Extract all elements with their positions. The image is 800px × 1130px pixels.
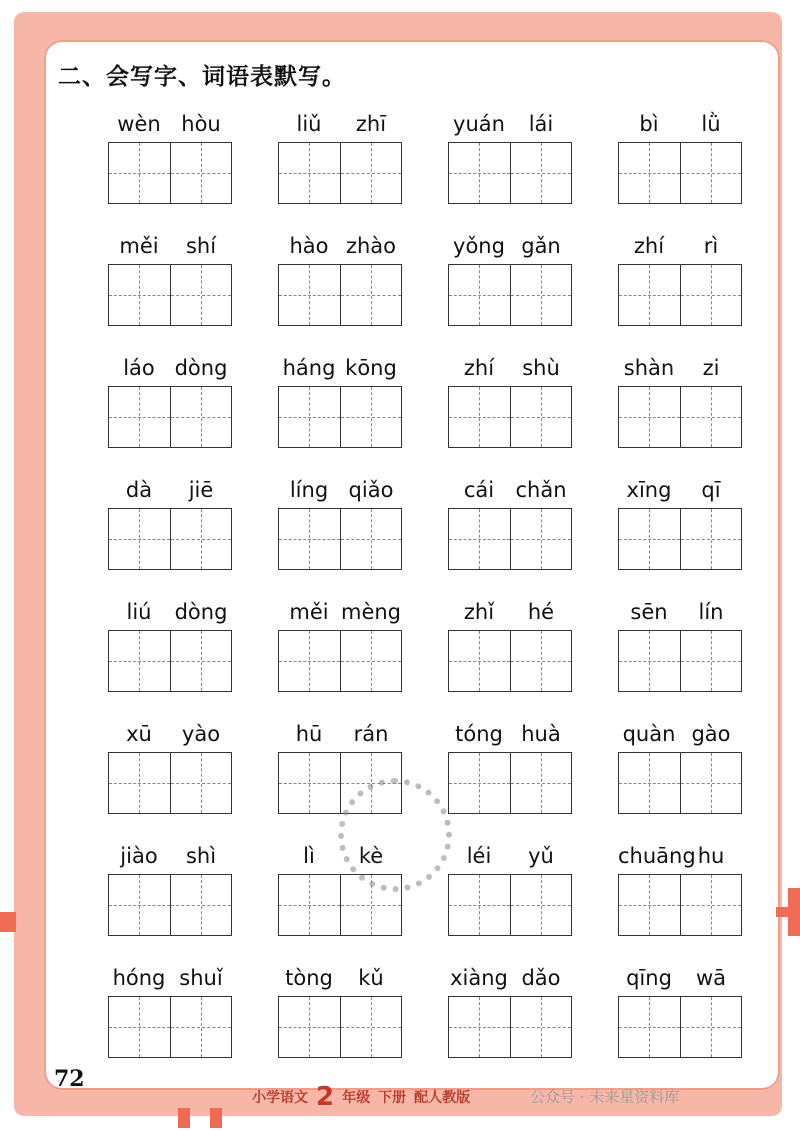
pinyin-syllable: rán: [353, 722, 389, 746]
tianzige-box[interactable]: [619, 387, 680, 447]
tianzige-box[interactable]: [279, 875, 340, 935]
word-cell: [278, 966, 402, 1058]
pinyin-row: [108, 722, 232, 752]
writing-boxes: [618, 996, 742, 1058]
tianzige-box[interactable]: [680, 509, 742, 569]
pinyin-syllable: yǒng: [453, 234, 505, 258]
writing-boxes: [618, 508, 742, 570]
pinyin-syllable: wā: [695, 966, 727, 990]
tianzige-box[interactable]: [109, 387, 170, 447]
tianzige-box[interactable]: [510, 265, 572, 325]
pinyin-syllable: shàn: [623, 356, 675, 380]
pinyin-syllable: qiǎo: [348, 478, 394, 502]
pinyin-syllable: lái: [528, 112, 554, 136]
pinyin-row: [448, 722, 572, 752]
tianzige-box[interactable]: [619, 265, 680, 325]
writing-boxes: [278, 386, 402, 448]
pinyin-syllable: dòng: [174, 356, 228, 380]
tianzige-box[interactable]: [680, 997, 742, 1057]
tianzige-box[interactable]: [619, 753, 680, 813]
tianzige-box[interactable]: [170, 387, 232, 447]
writing-boxes: [108, 142, 232, 204]
word-cell: [618, 112, 742, 204]
tianzige-box[interactable]: [279, 265, 340, 325]
word-cell: [278, 112, 402, 204]
word-cell: [448, 722, 572, 814]
tianzige-box[interactable]: [449, 143, 510, 203]
writing-boxes: [618, 142, 742, 204]
pinyin-syllable: mèng: [340, 600, 402, 624]
tianzige-box[interactable]: [510, 875, 572, 935]
bottom-tab-2: [210, 1108, 222, 1128]
writing-boxes: [448, 874, 572, 936]
writing-boxes: [108, 508, 232, 570]
tianzige-box[interactable]: [510, 509, 572, 569]
footer-volume: 下册: [378, 1090, 407, 1106]
pinyin-syllable: qīng: [626, 966, 672, 990]
pinyin-syllable: huà: [521, 722, 561, 746]
watermark-text: 公众号 · 未来星资料库: [530, 1088, 680, 1106]
pinyin-row: [108, 600, 232, 630]
writing-boxes: [618, 752, 742, 814]
bottom-tab-1: [178, 1108, 190, 1128]
pinyin-syllable: zi: [702, 356, 720, 380]
pinyin-syllable: yǔ: [528, 844, 554, 868]
tianzige-box[interactable]: [340, 143, 402, 203]
writing-boxes: [448, 142, 572, 204]
writing-boxes: [278, 142, 402, 204]
pinyin-row: [278, 722, 402, 752]
tianzige-box[interactable]: [619, 509, 680, 569]
pinyin-syllable: gǎn: [521, 234, 561, 258]
tianzige-box[interactable]: [170, 509, 232, 569]
tianzige-box[interactable]: [510, 143, 572, 203]
pinyin-row: [618, 478, 742, 508]
tianzige-box[interactable]: [109, 753, 170, 813]
tianzige-box[interactable]: [340, 509, 402, 569]
pinyin-syllable: xīng: [626, 478, 672, 502]
pinyin-syllable: hóng: [112, 966, 166, 990]
pinyin-syllable: hū: [295, 722, 323, 746]
writing-boxes: [278, 508, 402, 570]
tianzige-box[interactable]: [279, 509, 340, 569]
word-cell: [618, 966, 742, 1058]
word-cell: [448, 234, 572, 326]
tianzige-box[interactable]: [279, 387, 340, 447]
tianzige-box[interactable]: [170, 753, 232, 813]
writing-boxes: [448, 264, 572, 326]
tianzige-box[interactable]: [170, 265, 232, 325]
footer-banner: [252, 1084, 470, 1110]
page-number: 72: [54, 1066, 85, 1092]
pinyin-syllable: shuǐ: [179, 966, 223, 990]
pinyin-syllable: lín: [698, 600, 724, 624]
pinyin-syllable: yào: [181, 722, 221, 746]
tianzige-box[interactable]: [680, 753, 742, 813]
word-cell: [618, 478, 742, 570]
tianzige-box[interactable]: [109, 631, 170, 691]
word-cell: [108, 722, 232, 814]
tianzige-box[interactable]: [109, 265, 170, 325]
pinyin-row: [448, 966, 572, 996]
footer-subject: 小学语文: [252, 1090, 308, 1106]
writing-boxes: [108, 264, 232, 326]
writing-boxes: [108, 386, 232, 448]
writing-boxes: [448, 386, 572, 448]
tianzige-box[interactable]: [449, 875, 510, 935]
pinyin-syllable: hòu: [181, 112, 221, 136]
tianzige-box[interactable]: [170, 997, 232, 1057]
pinyin-row: [618, 600, 742, 630]
tianzige-box[interactable]: [619, 875, 680, 935]
word-cell: [278, 356, 402, 448]
pinyin-syllable: lì: [303, 844, 315, 868]
tianzige-box[interactable]: [680, 875, 742, 935]
writing-boxes: [108, 630, 232, 692]
pinyin-syllable: kǔ: [358, 966, 384, 990]
pinyin-syllable: shì: [185, 844, 217, 868]
pinyin-syllable: lǜ: [701, 112, 721, 136]
pinyin-row: [618, 966, 742, 996]
tianzige-box[interactable]: [680, 387, 742, 447]
writing-boxes: [448, 630, 572, 692]
pinyin-syllable: jiào: [120, 844, 158, 868]
pinyin-syllable: xiàng: [450, 966, 508, 990]
tianzige-box[interactable]: [510, 753, 572, 813]
writing-boxes: [108, 996, 232, 1058]
pinyin-syllable: léi: [466, 844, 492, 868]
writing-boxes: [278, 264, 402, 326]
writing-boxes: [278, 996, 402, 1058]
pinyin-row: [448, 234, 572, 264]
word-cell: [448, 112, 572, 204]
word-cell: [108, 356, 232, 448]
pinyin-row: [108, 966, 232, 996]
writing-boxes: [448, 996, 572, 1058]
pinyin-syllable: dǎo: [521, 966, 561, 990]
tianzige-box[interactable]: [680, 143, 742, 203]
pinyin-syllable: xū: [126, 722, 152, 746]
pinyin-syllable: kè: [358, 844, 384, 868]
pinyin-syllable: dà: [125, 478, 153, 502]
pinyin-syllable: tòng: [285, 966, 333, 990]
pinyin-row: [108, 844, 232, 874]
word-cell: [618, 844, 742, 936]
tianzige-box[interactable]: [449, 509, 510, 569]
pinyin-syllable: kōng: [345, 356, 397, 380]
word-cell: [108, 478, 232, 570]
pinyin-row: [108, 478, 232, 508]
pinyin-syllable: liú: [126, 600, 152, 624]
tianzige-box[interactable]: [170, 631, 232, 691]
pinyin-syllable: dòng: [174, 600, 228, 624]
writing-boxes: [618, 386, 742, 448]
word-cell: [448, 356, 572, 448]
pinyin-row: [618, 844, 742, 874]
pinyin-syllable: sēn: [630, 600, 668, 624]
word-cell: [618, 600, 742, 692]
pinyin-row: [618, 722, 742, 752]
writing-boxes: [448, 752, 572, 814]
tianzige-box[interactable]: [340, 997, 402, 1057]
tianzige-box[interactable]: [340, 265, 402, 325]
tianzige-box[interactable]: [680, 265, 742, 325]
writing-boxes: [618, 630, 742, 692]
pinyin-syllable: cái: [463, 478, 495, 502]
tianzige-box[interactable]: [279, 143, 340, 203]
tianzige-box[interactable]: [510, 631, 572, 691]
word-cell: [448, 478, 572, 570]
tianzige-box[interactable]: [619, 143, 680, 203]
footer-edition: 配人教版: [414, 1090, 471, 1106]
tianzige-box[interactable]: [449, 631, 510, 691]
left-edge-tab: [0, 912, 16, 932]
pinyin-syllable: liǔ: [296, 112, 322, 136]
writing-boxes: [108, 752, 232, 814]
tianzige-box[interactable]: [109, 875, 170, 935]
pinyin-row: [448, 600, 572, 630]
pinyin-syllable: wèn: [117, 112, 161, 136]
pinyin-syllable: jiē: [188, 478, 214, 502]
tianzige-box[interactable]: [340, 387, 402, 447]
pinyin-syllable: zhào: [345, 234, 397, 258]
pinyin-row: [618, 112, 742, 142]
pinyin-row: [448, 112, 572, 142]
word-cell: [618, 356, 742, 448]
pinyin-syllable: měi: [119, 234, 159, 258]
tianzige-box[interactable]: [449, 387, 510, 447]
tianzige-box[interactable]: [109, 997, 170, 1057]
pinyin-row: [448, 478, 572, 508]
word-cell: [448, 966, 572, 1058]
pinyin-syllable: hu: [697, 844, 725, 868]
pinyin-syllable: bì: [639, 112, 659, 136]
tianzige-box[interactable]: [619, 631, 680, 691]
pinyin-syllable: láo: [123, 356, 155, 380]
word-cell: [618, 722, 742, 814]
pinyin-row: [278, 112, 402, 142]
word-cell: [108, 112, 232, 204]
pinyin-syllable: tóng: [455, 722, 503, 746]
pinyin-row: [278, 478, 402, 508]
tianzige-box[interactable]: [449, 265, 510, 325]
pinyin-row: [278, 966, 402, 996]
tianzige-box[interactable]: [170, 143, 232, 203]
word-cell: [448, 844, 572, 936]
right-edge-tab-inner: [776, 907, 800, 917]
pinyin-syllable: yuán: [453, 112, 505, 136]
tianzige-box[interactable]: [510, 387, 572, 447]
pinyin-syllable: shù: [522, 356, 560, 380]
pinyin-row: [278, 234, 402, 264]
pinyin-syllable: hé: [527, 600, 555, 624]
tianzige-box[interactable]: [170, 875, 232, 935]
watermark-stamp: [320, 760, 470, 910]
tianzige-box[interactable]: [619, 997, 680, 1057]
tianzige-box[interactable]: [449, 997, 510, 1057]
pinyin-row: [618, 234, 742, 264]
pinyin-row: [108, 356, 232, 386]
pinyin-row: [278, 600, 402, 630]
pinyin-syllable: chuāng: [618, 844, 696, 868]
pinyin-syllable: líng: [289, 478, 329, 502]
word-cell: [108, 844, 232, 936]
writing-boxes: [618, 874, 742, 936]
word-cell: [278, 234, 402, 326]
tianzige-box[interactable]: [279, 631, 340, 691]
tianzige-box[interactable]: [680, 631, 742, 691]
word-cell: [448, 600, 572, 692]
pinyin-syllable: gào: [691, 722, 731, 746]
tianzige-box[interactable]: [109, 509, 170, 569]
pinyin-row: [108, 112, 232, 142]
pinyin-syllable: qī: [701, 478, 721, 502]
tianzige-box[interactable]: [510, 997, 572, 1057]
pinyin-syllable: zhí: [463, 356, 495, 380]
pinyin-syllable: háng: [282, 356, 336, 380]
pinyin-row: [278, 356, 402, 386]
footer-grade-label: 年级: [342, 1090, 371, 1106]
writing-boxes: [618, 264, 742, 326]
pinyin-syllable: zhī: [355, 112, 387, 136]
pinyin-syllable: shí: [185, 234, 217, 258]
word-cell: [618, 234, 742, 326]
word-cell: [108, 600, 232, 692]
word-cell: [278, 600, 402, 692]
pinyin-syllable: chǎn: [515, 478, 567, 502]
writing-boxes: [108, 874, 232, 936]
pinyin-syllable: měi: [289, 600, 329, 624]
writing-boxes: [448, 508, 572, 570]
writing-boxes: [278, 630, 402, 692]
tianzige-box[interactable]: [109, 143, 170, 203]
pinyin-row: [448, 356, 572, 386]
word-cell: [278, 478, 402, 570]
footer-grade-number: 2: [316, 1082, 335, 1112]
pinyin-row: [108, 234, 232, 264]
pinyin-syllable: hào: [289, 234, 329, 258]
pinyin-syllable: zhí: [633, 234, 665, 258]
word-cell: [108, 966, 232, 1058]
tianzige-box[interactable]: [340, 631, 402, 691]
pinyin-syllable: zhǐ: [463, 600, 495, 624]
tianzige-box[interactable]: [279, 997, 340, 1057]
pinyin-row: [618, 356, 742, 386]
word-cell: [108, 234, 232, 326]
section-title: 二、会写字、词语表默写。: [58, 64, 346, 90]
pinyin-syllable: rì: [703, 234, 719, 258]
pinyin-syllable: quàn: [622, 722, 676, 746]
